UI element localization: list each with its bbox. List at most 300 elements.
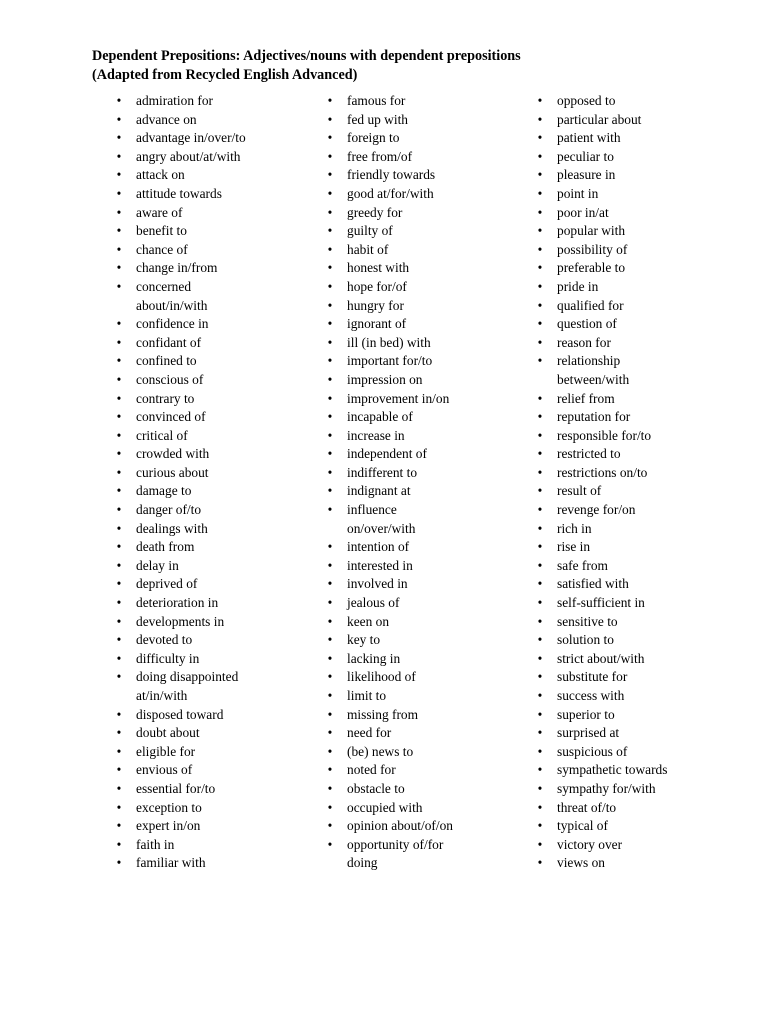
bullet-icon: • [327, 241, 333, 257]
list-item-text: doing disappointed at/in/with [136, 669, 239, 703]
bullet-icon: • [327, 353, 333, 369]
list-item-text: safe from [557, 557, 608, 573]
bullet-icon: • [327, 595, 333, 611]
bullet-icon: • [327, 576, 333, 592]
bullet-icon: • [116, 595, 122, 611]
list-item [325, 390, 515, 409]
list-item-text: exception to [136, 799, 202, 815]
list-item [114, 520, 304, 539]
list-item [325, 817, 515, 836]
list-item-text: sensitive to [557, 613, 618, 629]
list-item [535, 334, 725, 353]
list-item [114, 464, 304, 483]
bullet-icon: • [327, 371, 333, 387]
bullet-icon: • [327, 223, 333, 239]
list-item-text: restrictions on/to [557, 464, 648, 480]
list-item-text: influence on/over/with [347, 502, 416, 536]
list-item [325, 241, 515, 260]
list-item-text: need for [347, 725, 392, 741]
list-item [325, 743, 515, 762]
bullet-icon: • [327, 427, 333, 443]
list-item-text: essential for/to [136, 780, 216, 796]
bullet-icon: • [327, 502, 333, 518]
list-item-text: preferable to [557, 260, 626, 276]
list-item [325, 148, 515, 167]
title-line-2: (Adapted from Recycled English Advanced) [92, 66, 358, 83]
list-item-text: habit of [347, 241, 389, 257]
list-item [114, 724, 304, 743]
list-column-1 [114, 92, 304, 873]
bullet-icon: • [116, 130, 122, 146]
bullet-icon: • [537, 167, 543, 183]
bullet-icon: • [537, 557, 543, 573]
bullet-icon: • [327, 613, 333, 629]
bullet-icon: • [116, 483, 122, 499]
list-item [114, 278, 304, 315]
bullet-icon: • [327, 260, 333, 276]
list-item [325, 166, 515, 185]
list-item-text: damage to [136, 483, 192, 499]
list-item [114, 836, 304, 855]
bullet-icon: • [116, 557, 122, 573]
bullet-icon: • [327, 316, 333, 332]
list-item-text: important for/to [347, 353, 433, 369]
list-item-text: success with [557, 688, 625, 703]
list-item-text: restricted to [557, 446, 621, 462]
list-item [114, 557, 304, 576]
list-item [325, 780, 515, 799]
bullet-icon: • [116, 855, 122, 871]
list-item-text: aware of [136, 204, 183, 220]
list-item-text: qualified for [557, 297, 624, 313]
bullet-icon: • [327, 93, 333, 108]
bullet-icon: • [327, 669, 333, 685]
bullet-icon: • [116, 446, 122, 462]
list-item [535, 111, 725, 130]
list-item [114, 129, 304, 148]
list-item-text: relationship between/with [557, 353, 630, 387]
list-item [325, 594, 515, 613]
list-item [325, 668, 515, 687]
list-item-text: faith in [136, 836, 175, 852]
list-item-text: keen on [347, 613, 390, 629]
list-item [535, 724, 725, 743]
list-item-text: indifferent to [347, 464, 418, 480]
list-item-text: concerned about/in/with [136, 278, 208, 313]
bullet-icon: • [327, 446, 333, 462]
bullet-icon: • [537, 799, 543, 815]
bullet-icon: • [537, 483, 543, 499]
list-item [535, 836, 725, 855]
bullet-icon: • [537, 260, 543, 276]
list-item-text: impression on [347, 371, 423, 387]
list-item [535, 92, 725, 111]
list-item-text: envious of [136, 762, 193, 778]
list-column-2 [325, 92, 515, 873]
bullet-icon: • [116, 762, 122, 778]
list-item-text: key to [347, 632, 381, 648]
list-item [325, 631, 515, 650]
list-item [535, 501, 725, 520]
list-item [114, 668, 304, 705]
list-item-text: independent of [347, 446, 427, 462]
list-item-text: honest with [347, 260, 410, 276]
list-item-text: indignant at [347, 483, 411, 499]
bullet-icon: • [327, 185, 333, 201]
list-item [535, 185, 725, 204]
bullet-icon: • [327, 278, 333, 294]
list-item-text: revenge for/on [557, 502, 636, 518]
list-item [325, 408, 515, 427]
bullet-icon: • [327, 297, 333, 313]
list-item [535, 482, 725, 501]
bullet-icon: • [327, 632, 333, 648]
list-item [325, 427, 515, 446]
bullet-icon: • [327, 334, 333, 350]
bullet-icon: • [537, 669, 543, 685]
list-item [114, 315, 304, 334]
list-item-text: famous for [347, 93, 406, 108]
bullet-icon: • [537, 148, 543, 164]
list-item-text: particular about [557, 111, 642, 127]
list-item-text: foreign to [347, 130, 400, 146]
list-item [114, 594, 304, 613]
bullet-icon: • [327, 706, 333, 722]
list-item-text: angry about/at/with [136, 148, 241, 164]
bullet-icon: • [537, 706, 543, 722]
list-item-text: contrary to [136, 390, 195, 406]
list-item [535, 761, 725, 780]
list-item [325, 185, 515, 204]
bullet-icon: • [537, 502, 543, 518]
list-item-text: confidant of [136, 334, 202, 350]
bullet-icon: • [116, 353, 122, 369]
bullet-icon: • [537, 650, 543, 666]
list-item [325, 799, 515, 818]
list-item-text: popular with [557, 223, 626, 239]
list-item-text: opposed to [557, 93, 616, 108]
list-item [325, 204, 515, 223]
list-item [535, 464, 725, 483]
list-item [535, 352, 725, 389]
list-item-text: ignorant of [347, 316, 407, 332]
list-item-text: reputation for [557, 409, 631, 425]
list-item [114, 650, 304, 669]
bullet-icon: • [327, 780, 333, 796]
list-item-text: surprised at [557, 725, 620, 741]
bullet-icon: • [116, 520, 122, 536]
bullet-icon: • [327, 148, 333, 164]
list-item-text: solution to [557, 632, 614, 648]
list-item [325, 836, 515, 873]
list-item [114, 241, 304, 260]
list-item [325, 371, 515, 390]
bullet-icon: • [537, 278, 543, 294]
list-item [325, 538, 515, 557]
bullet-icon: • [327, 111, 333, 127]
list-item-text: eligible for [136, 743, 196, 759]
list-item-text: convinced of [136, 409, 206, 425]
list-item-text: sympathetic towards [557, 762, 668, 778]
list-item [535, 780, 725, 799]
bullet-icon: • [537, 111, 543, 127]
bullet-icon: • [537, 334, 543, 350]
list-item-text: attack on [136, 167, 185, 183]
list-item [535, 129, 725, 148]
bullet-icon: • [537, 130, 543, 146]
bullet-icon: • [327, 130, 333, 146]
bullet-icon: • [537, 390, 543, 406]
list-item-text: delay in [136, 557, 179, 573]
list-item [114, 148, 304, 167]
bullet-icon: • [537, 241, 543, 257]
list-item-text: rise in [557, 539, 591, 555]
list-item [535, 166, 725, 185]
list-item [535, 222, 725, 241]
list-item-text: relief from [557, 390, 615, 406]
list-item [535, 594, 725, 613]
bullet-icon: • [116, 111, 122, 127]
bullet-icon: • [537, 353, 543, 369]
list-item-text: likelihood of [347, 669, 416, 685]
list-item [325, 315, 515, 334]
list-item [114, 222, 304, 241]
bullet-icon: • [537, 204, 543, 220]
list-item [535, 241, 725, 260]
list-item-text: (be) news to [347, 743, 414, 759]
list-item-text: familiar with [136, 855, 206, 871]
bullet-icon: • [537, 576, 543, 592]
list-item-text: lacking in [347, 650, 401, 666]
list-item-text: ill (in bed) with [347, 334, 431, 350]
list-item-text: admiration for [136, 93, 213, 108]
list-item [535, 854, 725, 873]
list-item [535, 557, 725, 576]
bullet-icon: • [116, 185, 122, 201]
list-item [325, 724, 515, 743]
list-item [114, 631, 304, 650]
list-item-text: deterioration in [136, 595, 219, 611]
bullet-icon: • [537, 427, 543, 443]
list-item-text: benefit to [136, 223, 187, 239]
list-item [535, 297, 725, 316]
list-item-text: involved in [347, 576, 408, 592]
bullet-icon: • [327, 390, 333, 406]
bullet-icon: • [116, 260, 122, 276]
bullet-icon: • [327, 725, 333, 741]
bullet-icon: • [537, 613, 543, 629]
list-item-text: attitude towards [136, 185, 222, 201]
list-item-text: peculiar to [557, 148, 614, 164]
bullet-icon: • [116, 390, 122, 406]
list-item-text: limit to [347, 688, 387, 703]
bullet-icon: • [537, 297, 543, 313]
bullet-icon: • [116, 780, 122, 796]
bullet-icon: • [537, 185, 543, 201]
list-item-text: good at/for/with [347, 185, 434, 201]
list-item [114, 817, 304, 836]
bullet-icon: • [537, 409, 543, 425]
bullet-icon: • [116, 334, 122, 350]
bullet-icon: • [116, 539, 122, 555]
list-item [325, 92, 515, 111]
list-item [114, 408, 304, 427]
list-item-text: rich in [557, 520, 592, 536]
list-item [535, 408, 725, 427]
bullet-icon: • [327, 557, 333, 573]
list-item-text: opinion about/of/on [347, 818, 454, 834]
list-item-text: reason for [557, 334, 611, 350]
list-item [114, 501, 304, 520]
bullet-icon: • [327, 409, 333, 425]
list-item [114, 445, 304, 464]
list-item-text: result of [557, 483, 602, 499]
list-item [114, 427, 304, 446]
list-item-text: poor in/at [557, 204, 609, 220]
bullet-icon: • [116, 371, 122, 387]
bullet-icon: • [537, 688, 543, 703]
list-item [325, 464, 515, 483]
list-item-text: expert in/on [136, 818, 201, 834]
list-item [535, 613, 725, 632]
list-item [535, 668, 725, 687]
bullet-icon: • [537, 762, 543, 778]
list-item [535, 687, 725, 706]
list-item [114, 538, 304, 557]
list-item-text: victory over [557, 836, 623, 852]
list-item [535, 538, 725, 557]
list-item [535, 631, 725, 650]
list-item-text: pride in [557, 278, 599, 294]
bullet-icon: • [327, 539, 333, 555]
list-item [535, 706, 725, 725]
bullet-icon: • [537, 464, 543, 480]
list-item [114, 743, 304, 762]
list-item [535, 817, 725, 836]
list-item [535, 445, 725, 464]
bullet-icon: • [327, 650, 333, 666]
list-item-text: chance of [136, 241, 188, 257]
list-item [325, 687, 515, 706]
list-item-text: opportunity of/for doing [347, 836, 444, 871]
bullet-icon: • [116, 799, 122, 815]
bullet-icon: • [537, 743, 543, 759]
bullet-icon: • [327, 762, 333, 778]
list-item [114, 854, 304, 873]
list-item [535, 148, 725, 167]
bullet-icon: • [116, 725, 122, 741]
bullet-icon: • [537, 595, 543, 611]
list-item [325, 761, 515, 780]
list-item [325, 501, 515, 538]
list-item [535, 575, 725, 594]
bullet-icon: • [116, 464, 122, 480]
list-item-text: danger of/to [136, 502, 202, 518]
title-line-1: Dependent Prepositions: Adjectives/nouns with dependent prepositions [92, 48, 521, 64]
bullet-icon: • [537, 836, 543, 852]
list-item-text: jealous of [347, 595, 400, 611]
list-item [325, 352, 515, 371]
list-item-text: noted for [347, 762, 396, 778]
list-item-text: curious about [136, 464, 209, 480]
bullet-icon: • [116, 706, 122, 722]
bullet-icon: • [537, 539, 543, 555]
list-item-text: patient with [557, 130, 621, 146]
bullet-icon: • [116, 427, 122, 443]
bullet-icon: • [327, 204, 333, 220]
list-item-text: views on [557, 855, 605, 871]
bullet-icon: • [116, 632, 122, 648]
list-item [535, 650, 725, 669]
bullet-icon: • [327, 799, 333, 815]
bullet-icon: • [116, 836, 122, 852]
list-item [535, 390, 725, 409]
bullet-icon: • [537, 446, 543, 462]
list-item-text: hope for/of [347, 278, 407, 294]
list-item-text: substitute for [557, 669, 628, 685]
bullet-icon: • [327, 464, 333, 480]
bullet-icon: • [116, 576, 122, 592]
list-column-3 [535, 92, 725, 873]
list-item-text: typical of [557, 818, 608, 834]
list-item-text: occupied with [347, 799, 423, 815]
list-item [325, 557, 515, 576]
list-item-text: improvement in/on [347, 390, 450, 406]
document-title [92, 47, 521, 84]
list-item-text: superior to [557, 706, 615, 722]
list-item [535, 204, 725, 223]
list-item [325, 222, 515, 241]
bullet-icon: • [116, 613, 122, 629]
bullet-icon: • [116, 204, 122, 220]
bullet-icon: • [537, 223, 543, 239]
bullet-icon: • [116, 502, 122, 518]
list-item [325, 706, 515, 725]
list-item [114, 799, 304, 818]
list-item-text: question of [557, 316, 617, 332]
bullet-icon: • [327, 818, 333, 834]
list-item-text: pleasure in [557, 167, 616, 183]
list-item [114, 166, 304, 185]
bullet-icon: • [537, 632, 543, 648]
bullet-icon: • [116, 316, 122, 332]
list-item [535, 259, 725, 278]
list-item-text: increase in [347, 427, 405, 443]
list-item-text: free from/of [347, 148, 413, 164]
list-item [535, 743, 725, 762]
list-item [535, 278, 725, 297]
list-item-text: confidence in [136, 316, 209, 332]
bullet-icon: • [327, 483, 333, 499]
list-item [114, 575, 304, 594]
list-item [325, 445, 515, 464]
list-item [114, 259, 304, 278]
bullet-icon: • [537, 725, 543, 741]
list-item-text: crowded with [136, 446, 210, 462]
list-item-text: disposed toward [136, 706, 224, 722]
list-item-text: doubt about [136, 725, 200, 741]
list-item [114, 334, 304, 353]
list-item-text: missing from [347, 706, 419, 722]
list-item [114, 92, 304, 111]
list-item [535, 799, 725, 818]
list-item [114, 780, 304, 799]
list-item-text: change in/from [136, 260, 218, 276]
list-item [325, 575, 515, 594]
bullet-icon: • [537, 316, 543, 332]
list-item [114, 111, 304, 130]
list-item [114, 204, 304, 223]
